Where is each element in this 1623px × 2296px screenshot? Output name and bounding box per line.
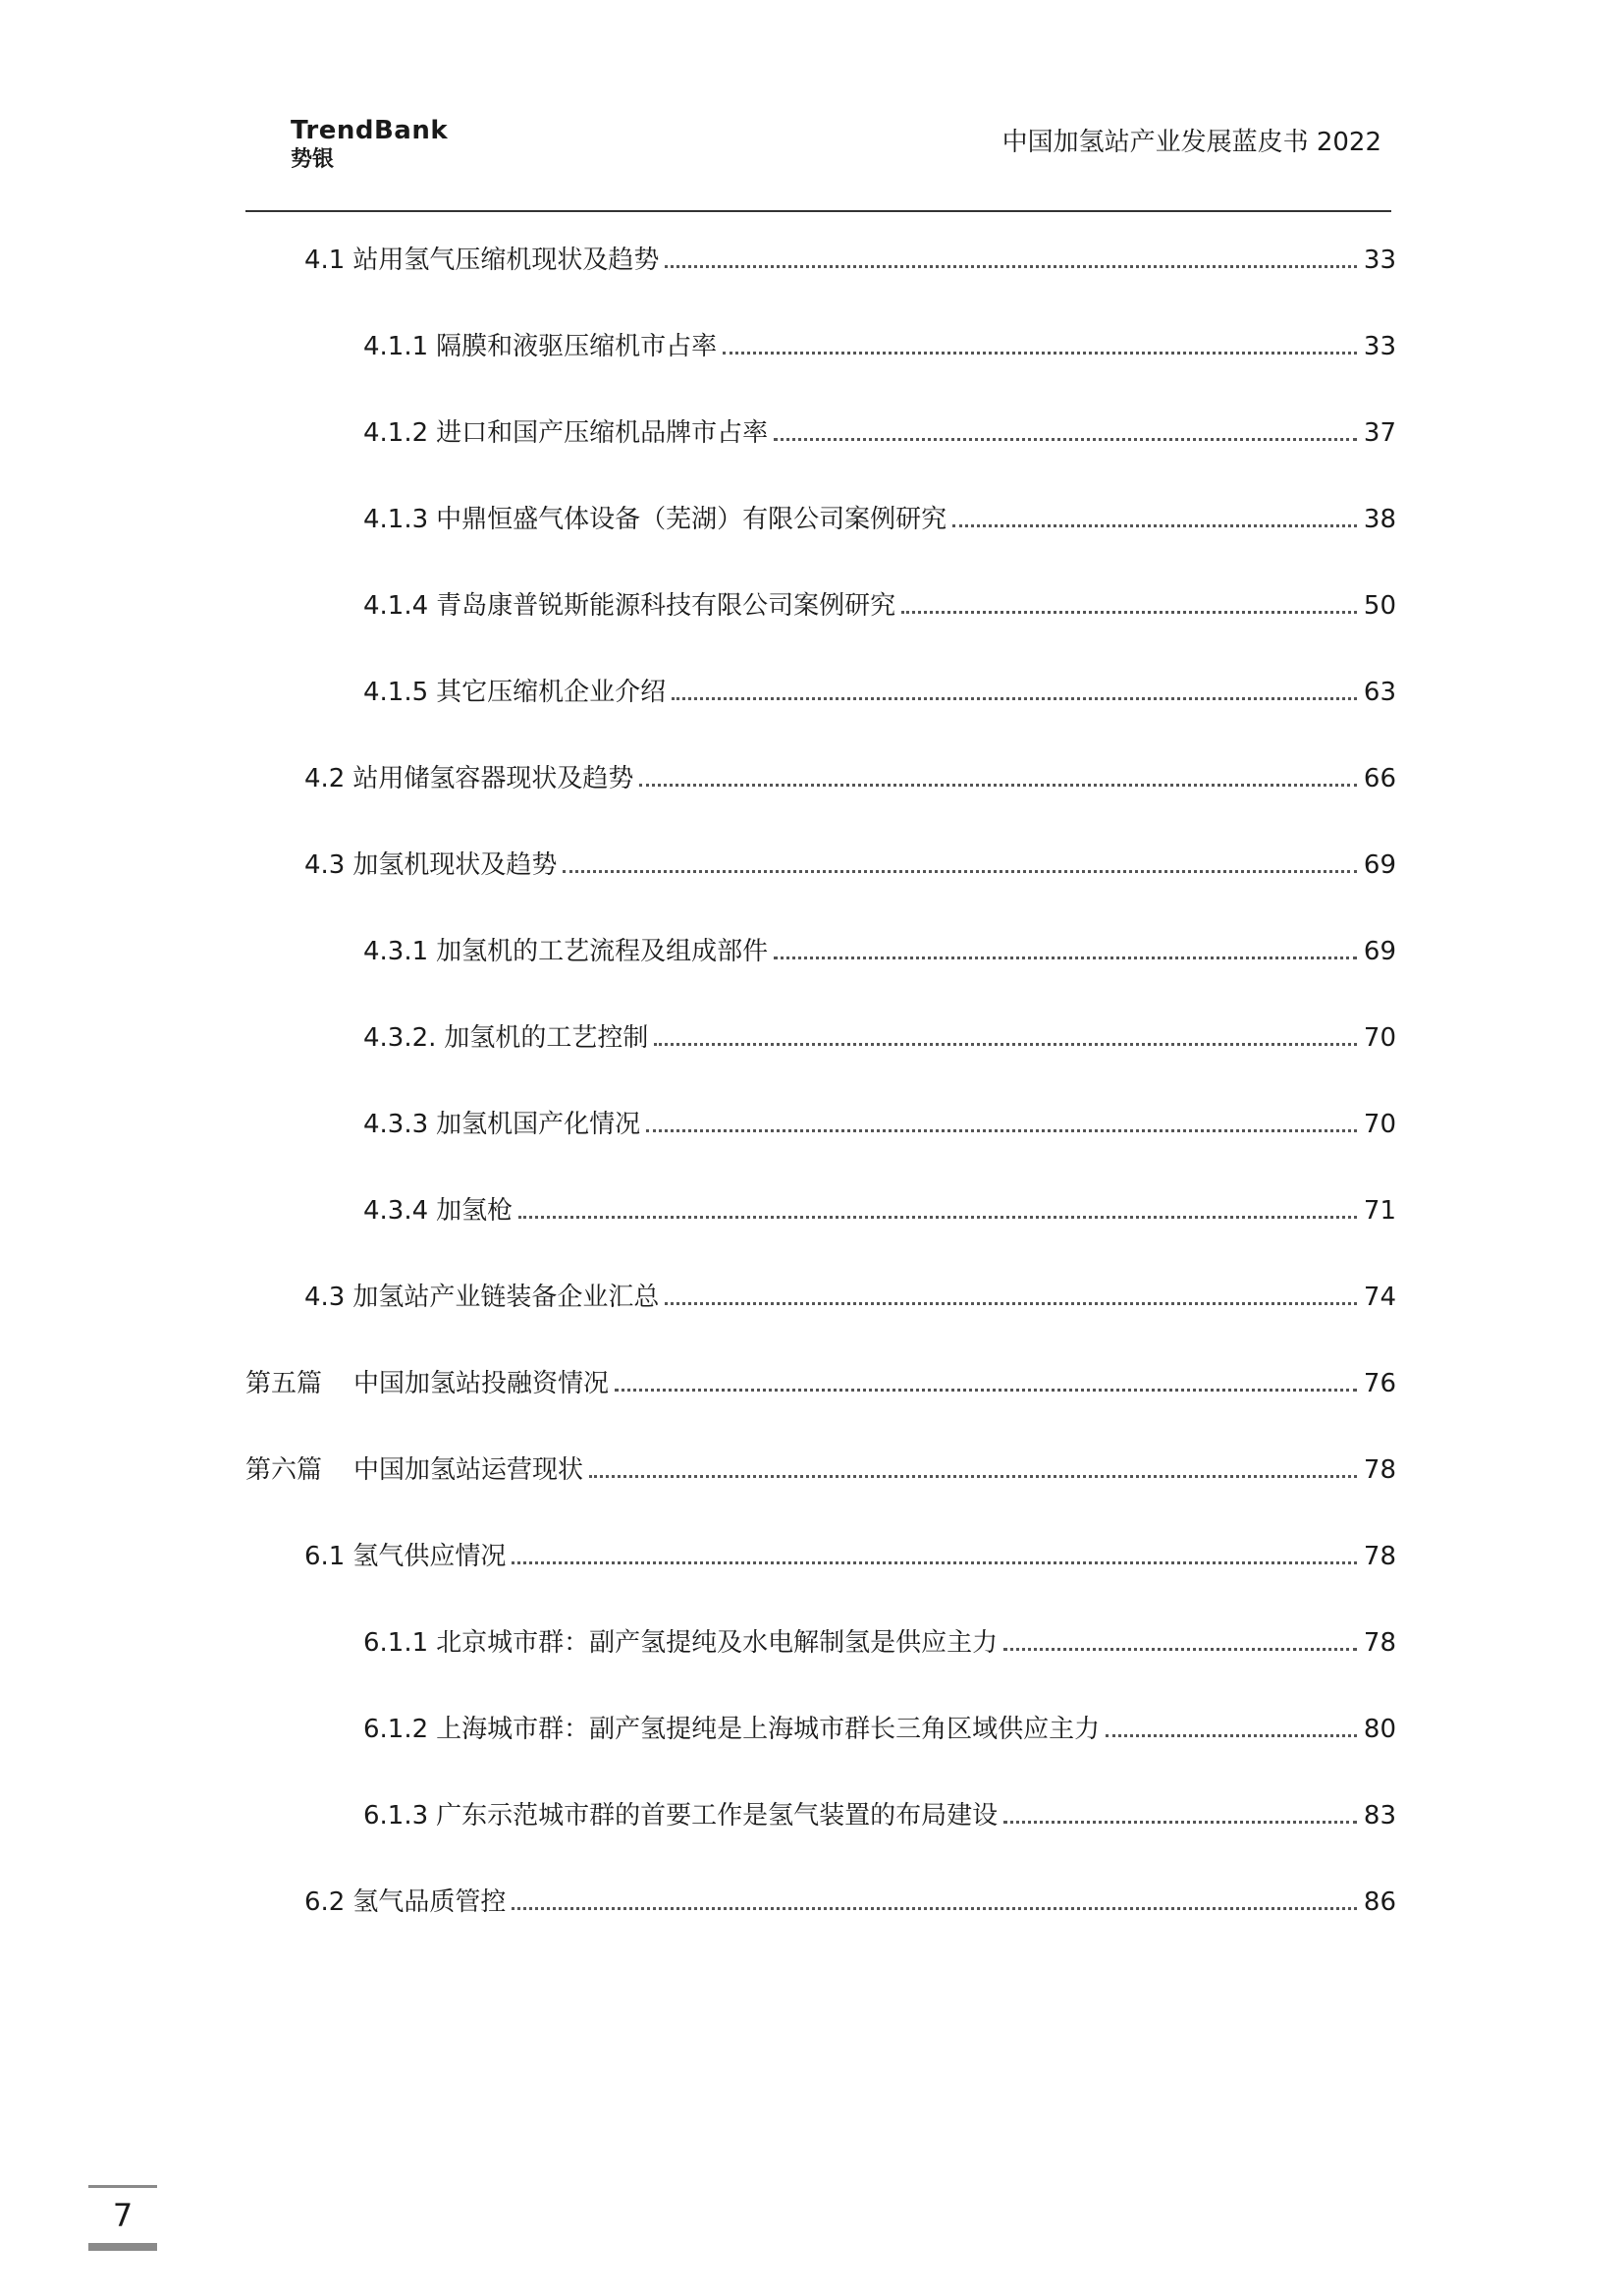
toc-entry[interactable] [304, 752, 1396, 795]
toc-entry-title: 氢气供应情况 [352, 1542, 507, 1571]
toc-dot-leader [952, 524, 1357, 527]
toc-entry-title: 加氢站产业链装备企业汇总 [352, 1283, 660, 1312]
toc-entry-number: 6.1.2 [363, 1715, 429, 1744]
toc-entry-number: 4.3.1 [363, 937, 429, 966]
toc-entry-page: 86 [1363, 1887, 1396, 1917]
toc-entry-number: 4.3 [304, 1283, 346, 1312]
toc-entry-page: 78 [1363, 1628, 1396, 1658]
toc-entry-title: 其它压缩机企业介绍 [436, 678, 667, 707]
toc-dot-leader [512, 1561, 1357, 1564]
toc-entry-page: 71 [1363, 1196, 1396, 1226]
toc-dot-leader [723, 352, 1357, 355]
toc-entry-page: 76 [1363, 1369, 1396, 1398]
toc-dot-leader [774, 957, 1357, 959]
toc-entry-title: 加氢枪 [436, 1196, 514, 1226]
toc-dot-leader [1003, 1821, 1357, 1824]
toc-dot-leader [512, 1907, 1357, 1910]
toc-entry-title: 站用氢气压缩机现状及趋势 [352, 246, 660, 275]
toc-dot-leader [563, 870, 1357, 873]
toc-entry-title: 中鼎恒盛气体设备（芜湖）有限公司案例研究 [436, 505, 947, 534]
toc-dot-leader [646, 1129, 1357, 1132]
toc-entry-title: 进口和国产压缩机品牌市占率 [436, 418, 769, 448]
toc-entry[interactable] [363, 1616, 1396, 1660]
toc-dot-leader [1106, 1734, 1357, 1737]
toc-entry-title: 上海城市群：副产氢提纯是上海城市群长三角区域供应主力 [436, 1715, 1101, 1744]
toc-dot-leader [518, 1216, 1357, 1219]
toc-entry[interactable] [363, 407, 1396, 450]
toc-entry[interactable] [363, 1789, 1396, 1832]
toc-dot-leader [654, 1043, 1357, 1046]
toc-entry-page: 70 [1363, 1110, 1396, 1139]
toc-entry-number: 4.1.4 [363, 591, 429, 621]
toc-entry-page: 78 [1363, 1542, 1396, 1571]
logo-english-text: TrendBank [291, 116, 449, 145]
toc-entry[interactable] [363, 666, 1396, 709]
header-divider [245, 210, 1391, 212]
toc-entry-title: 站用储氢容器现状及趋势 [352, 764, 634, 793]
toc-entry[interactable] [245, 1444, 1396, 1487]
toc-entry-number: 4.1.3 [363, 505, 429, 534]
toc-entry[interactable] [304, 1876, 1396, 1919]
toc-entry-number: 4.1 [304, 246, 346, 275]
toc-entry-page: 33 [1363, 332, 1396, 361]
toc-entry-number: 4.1.1 [363, 332, 429, 361]
toc-dot-leader [901, 611, 1357, 614]
toc-entry-number: 6.2 [304, 1887, 346, 1917]
toc-entry-page: 83 [1363, 1801, 1396, 1831]
toc-entry[interactable] [363, 320, 1396, 363]
toc-dot-leader [665, 265, 1357, 268]
toc-entry-number: 4.3.2. [363, 1023, 437, 1053]
toc-entry-title: 隔膜和液驱压缩机市占率 [436, 332, 718, 361]
toc-entry-title: 氢气品质管控 [352, 1887, 507, 1917]
toc-dot-leader [589, 1475, 1357, 1478]
toc-entry[interactable] [304, 1271, 1396, 1314]
toc-entry-title: 北京城市群：副产氢提纯及水电解制氢是供应主力 [436, 1628, 999, 1658]
toc-dot-leader [774, 438, 1357, 441]
toc-entry-title: 中国加氢站运营现状 [353, 1455, 584, 1485]
toc-entry[interactable] [304, 839, 1396, 882]
toc-dot-leader [672, 697, 1357, 700]
toc-entry[interactable] [363, 1098, 1396, 1141]
toc-entry-title: 中国加氢站投融资情况 [353, 1369, 610, 1398]
toc-entry-number: 6.1.1 [363, 1628, 429, 1658]
toc-entry[interactable] [363, 1184, 1396, 1228]
toc-entry[interactable] [363, 1011, 1396, 1055]
toc-entry-number: 6.1.3 [363, 1801, 429, 1831]
toc-entry-page: 74 [1363, 1283, 1396, 1312]
toc-entry-number: 6.1 [304, 1542, 346, 1571]
toc-entry[interactable] [304, 234, 1396, 277]
page-number: 7 [112, 2197, 134, 2234]
toc-dot-leader [639, 784, 1357, 787]
page-number-top-rule [88, 2185, 157, 2188]
toc-entry-page: 38 [1363, 505, 1396, 534]
trendbank-logo [291, 116, 448, 173]
toc-entry-number: 4.3.3 [363, 1110, 429, 1139]
toc-entry-title: 加氢机的工艺控制 [444, 1023, 649, 1053]
toc-entry[interactable] [363, 1703, 1396, 1746]
toc-entry-number: 第六篇 [245, 1455, 323, 1485]
toc-entry-page: 33 [1363, 246, 1396, 275]
toc-entry[interactable] [245, 1357, 1396, 1400]
toc-entry-page: 69 [1363, 850, 1396, 880]
toc-entry-title: 加氢机国产化情况 [436, 1110, 641, 1139]
toc-entry-page: 50 [1363, 591, 1396, 621]
toc-entry-page: 69 [1363, 937, 1396, 966]
toc-dot-leader [665, 1302, 1357, 1305]
toc-entry-title: 广东示范城市群的首要工作是氢气装置的布局建设 [436, 1801, 999, 1831]
page-number-bottom-rule [88, 2243, 157, 2251]
toc-entry-number: 4.3.4 [363, 1196, 429, 1226]
toc-entry[interactable] [363, 493, 1396, 536]
toc-entry-page: 37 [1363, 418, 1396, 448]
toc-entry-number: 4.1.5 [363, 678, 429, 707]
toc-entry-title: 加氢机的工艺流程及组成部件 [436, 937, 769, 966]
toc-dot-leader [1003, 1648, 1357, 1651]
toc-entry-number: 4.1.2 [363, 418, 429, 448]
toc-entry-number: 4.3 [304, 850, 346, 880]
toc-entry[interactable] [363, 925, 1396, 968]
toc-entry[interactable] [304, 1530, 1396, 1573]
toc-entry-page: 80 [1363, 1715, 1396, 1744]
toc-entry-page: 66 [1363, 764, 1396, 793]
toc-entry-page: 63 [1363, 678, 1396, 707]
toc-entry-number: 第五篇 [245, 1369, 323, 1398]
toc-dot-leader [615, 1389, 1357, 1392]
toc-entry-number: 4.2 [304, 764, 346, 793]
toc-entry-page: 70 [1363, 1023, 1396, 1053]
toc-entry-title: 青岛康普锐斯能源科技有限公司案例研究 [436, 591, 896, 621]
toc-entry-page: 78 [1363, 1455, 1396, 1485]
logo-chinese-text: 势银 [291, 147, 335, 172]
toc-entry[interactable] [363, 579, 1396, 623]
toc-entry-title: 加氢机现状及趋势 [352, 850, 558, 880]
document-title: 中国加氢站产业发展蓝皮书 2022 [1001, 128, 1381, 157]
